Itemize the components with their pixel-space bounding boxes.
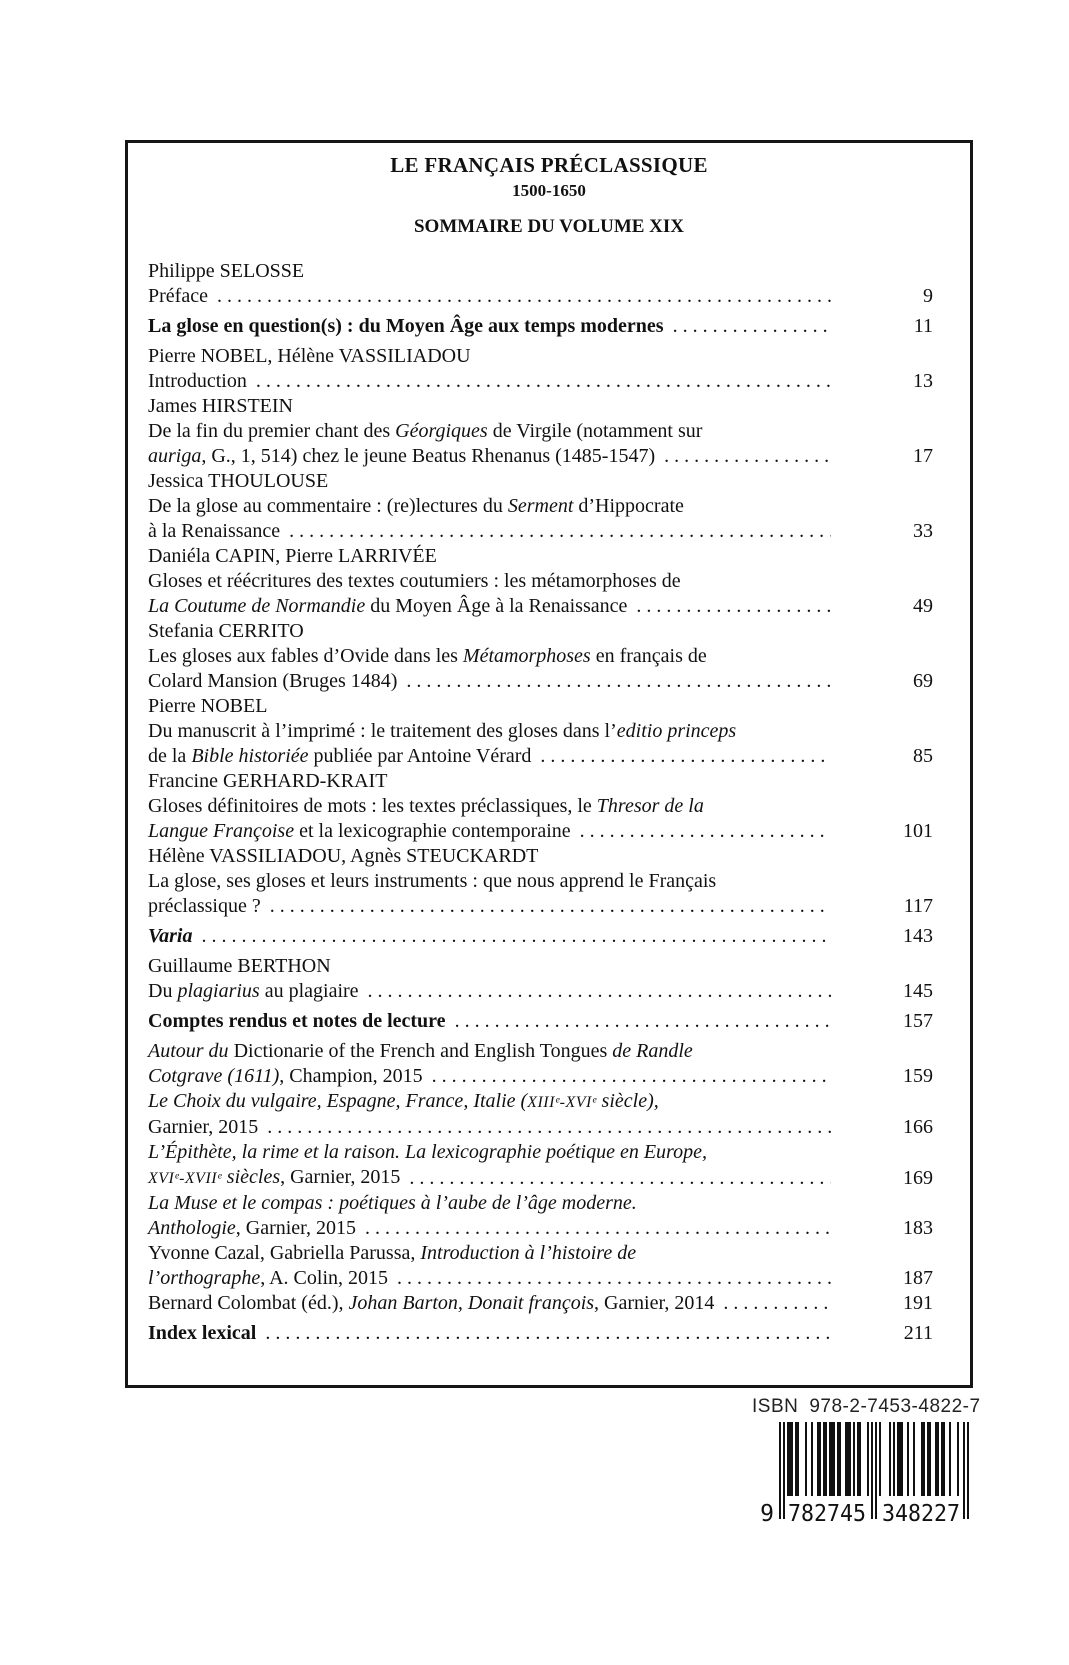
toc-row [148, 669, 933, 694]
dot-leader [714, 1291, 831, 1316]
page-number: 17 [913, 445, 933, 467]
toc-entry-text: La glose, ses gloses et leurs instruments : que nous apprend le Français [148, 870, 717, 892]
toc-entry-text: Guillaume BERTHON [148, 955, 331, 977]
toc-row [148, 594, 933, 619]
toc-entry-text: Les gloses aux fables d’Ovide dans les Métamorphoses en français de [148, 645, 707, 667]
dot-leader [192, 924, 831, 949]
contents-frame [125, 140, 973, 1388]
toc-entry-text: l’orthographe, A. Colin, 2015 [148, 1267, 389, 1289]
dot-leader [208, 284, 831, 309]
page-number: 33 [913, 520, 933, 542]
toc-row [148, 284, 933, 309]
toc-entry-text: Préface [148, 285, 208, 307]
toc-row [148, 1321, 933, 1346]
toc-row [148, 819, 933, 844]
toc-entry-text: De la fin du premier chant des Géorgiques de Virgile (notamment sur [148, 420, 703, 442]
dot-leader [531, 744, 831, 769]
toc-entry-text: Daniéla CAPIN, Pierre LARRIVÉE [148, 545, 437, 567]
page-number: 169 [903, 1167, 933, 1189]
toc-entry-text: Introduction [148, 370, 247, 392]
page-number: 211 [903, 1322, 933, 1344]
toc-row [148, 1039, 933, 1064]
dot-leader [423, 1064, 831, 1089]
dot-leader [571, 819, 831, 844]
dot-leader [397, 669, 831, 694]
dot-leader [356, 1216, 831, 1241]
toc-entry-text: Bernard Colombat (éd.), Johan Barton, Donait françois, Garnier, 2014 [148, 1292, 715, 1314]
dot-leader [655, 444, 831, 469]
toc-row [148, 1140, 933, 1165]
dot-leader [359, 979, 831, 1004]
dot-leader [247, 369, 831, 394]
toc-entry-text: Pierre NOBEL, Hélène VASSILIADOU [148, 345, 471, 367]
page-number: 157 [903, 1010, 933, 1032]
toc-row [148, 954, 933, 979]
toc-row [148, 719, 933, 744]
toc-row [148, 1089, 933, 1115]
dot-leader [256, 1321, 831, 1346]
dot-leader [388, 1266, 831, 1291]
dot-leader [261, 894, 831, 919]
toc-row [148, 569, 933, 594]
page-number: 101 [903, 820, 933, 842]
toc-row [148, 369, 933, 394]
toc-entry-text: Comptes rendus et notes de lecture [148, 1010, 446, 1032]
isbn-number: 978-2-7453-4822-7 [809, 1396, 981, 1417]
toc-row [148, 494, 933, 519]
toc-row [148, 1291, 933, 1316]
toc-entry-text: Gloses et réécritures des textes coutumiers : les métamorphoses de [148, 570, 681, 592]
toc-row [148, 1064, 933, 1089]
page-number: 9 [923, 285, 933, 307]
toc-entry-text: Anthologie, Garnier, 2015 [148, 1217, 357, 1239]
toc-entry-text: auriga, G., 1, 514) chez le jeune Beatus Rhenanus (1485-1547) [148, 445, 656, 467]
toc-row [148, 894, 933, 919]
isbn-line [752, 1396, 981, 1418]
toc-row [148, 1241, 933, 1266]
page-number: 69 [913, 670, 933, 692]
dot-leader [664, 314, 831, 339]
toc-entry-text: De la glose au commentaire : (re)lectures du Serment d’Hippocrate [148, 495, 684, 517]
toc-entry-text: Cotgrave (1611), Champion, 2015 [148, 1065, 423, 1087]
toc-entry-text: de la Bible historiée publiée par Antoine Vérard [148, 745, 532, 767]
toc-entry-text: Du manuscrit à l’imprimé : le traitement des gloses dans l’editio princeps [148, 720, 737, 742]
toc-entry-text: La Coutume de Normandie du Moyen Âge à la Renaissance [148, 595, 628, 617]
page-number: 183 [903, 1217, 933, 1239]
toc-row [148, 444, 933, 469]
page-number: 143 [903, 925, 933, 947]
page-number: 13 [913, 370, 933, 392]
toc-entry-text: James HIRSTEIN [148, 395, 293, 417]
page-number: 159 [903, 1065, 933, 1087]
page-number: 49 [913, 595, 933, 617]
toc-entry-text: Le Choix du vulgaire, Espagne, France, Italie (XIIIᵉ-XVIᵉ siècle), [148, 1090, 659, 1112]
toc-row [148, 869, 933, 894]
toc-row [148, 344, 933, 369]
toc-row [148, 694, 933, 719]
toc-row [148, 844, 933, 869]
toc-entry-text: à la Renaissance [148, 520, 281, 542]
barcode-digit-system: 9 [760, 1501, 774, 1522]
barcode-digits-group2: 348227 [882, 1501, 960, 1522]
page-number: 191 [903, 1292, 933, 1314]
toc-row [148, 1009, 933, 1034]
header [128, 153, 970, 238]
toc-entry-text: Gloses définitoires de mots : les textes préclassiques, le Thresor de la [148, 795, 704, 817]
journal-title: LE FRANÇAIS PRÉCLASSIQUE [390, 153, 708, 177]
sommaire-title: SOMMAIRE DU VOLUME XIX [413, 216, 685, 237]
toc-entry-text: Philippe SELOSSE [148, 260, 305, 282]
toc-row [148, 1191, 933, 1216]
page-number: 11 [913, 315, 933, 337]
toc-entry-text: Colard Mansion (Bruges 1484) [148, 670, 398, 692]
toc-row [148, 794, 933, 819]
toc-entry-text: Du plagiarius au plagiaire [148, 980, 359, 1002]
toc-row [148, 769, 933, 794]
dot-leader [258, 1115, 831, 1140]
toc-entry-text: Francine GERHARD-KRAIT [148, 770, 388, 792]
toc-row [148, 1165, 933, 1191]
page-number: 117 [903, 895, 933, 917]
toc-entry-text: Stefania CERRITO [148, 620, 304, 642]
toc-entry-text: Jessica THOULOUSE [148, 470, 329, 492]
toc-row [148, 419, 933, 444]
dot-leader [627, 594, 831, 619]
page-number: 187 [903, 1267, 933, 1289]
toc-row [148, 1115, 933, 1140]
dot-leader [400, 1166, 831, 1191]
toc-entry-text: La glose en question(s) : du Moyen Âge aux temps modernes [148, 315, 664, 337]
toc-row [148, 744, 933, 769]
toc-row [148, 519, 933, 544]
barcode-digits-group1: 782745 [788, 1501, 866, 1522]
toc-entry-text: préclassique ? [148, 895, 261, 917]
toc-row [148, 314, 933, 339]
dot-leader [280, 519, 831, 544]
isbn-block [752, 1396, 981, 1522]
toc-row [148, 644, 933, 669]
journal-years: 1500-1650 [512, 181, 586, 200]
toc-entry-text: Varia [148, 925, 193, 947]
dot-leader [446, 1009, 831, 1034]
toc-row [148, 979, 933, 1004]
toc-row [148, 1216, 933, 1241]
toc-entry-text: Autour du Dictionarie of the French and English Tongues de Randle [148, 1040, 693, 1062]
toc-entry-text: Langue Françoise et la lexicographie contemporaine [148, 820, 571, 842]
page-number: 85 [913, 745, 933, 767]
toc-entry-text: Yvonne Cazal, Gabriella Parussa, Introduction à l’histoire de [148, 1242, 637, 1264]
toc-entry-text: Garnier, 2015 [148, 1116, 259, 1138]
toc-row [148, 259, 933, 284]
toc-row [148, 544, 933, 569]
toc-row [148, 469, 933, 494]
isbn-label: ISBN [752, 1396, 799, 1417]
page-number: 166 [903, 1116, 933, 1138]
toc-entry-text: Index lexical [148, 1322, 257, 1344]
toc-entry-text: L’Épithète, la rime et la raison. La lexicographie poétique en Europe, [148, 1141, 707, 1163]
toc-row [148, 619, 933, 644]
toc-entry-text: Pierre NOBEL [148, 695, 268, 717]
toc-row [148, 1266, 933, 1291]
page-number: 145 [903, 980, 933, 1002]
toc-entry-text: XVIᵉ-XVIIᵉ siècles, Garnier, 2015 [148, 1166, 401, 1188]
toc-entry-text: La Muse et le compas : poétiques à l’aube de l’âge moderne. [148, 1192, 637, 1214]
toc-row [148, 394, 933, 419]
toc-entry-text: Hélène VASSILIADOU, Agnès STEUCKARDT [148, 845, 539, 867]
toc-row [148, 924, 933, 949]
toc-list [148, 259, 933, 1346]
isbn-barcode [753, 1422, 973, 1522]
